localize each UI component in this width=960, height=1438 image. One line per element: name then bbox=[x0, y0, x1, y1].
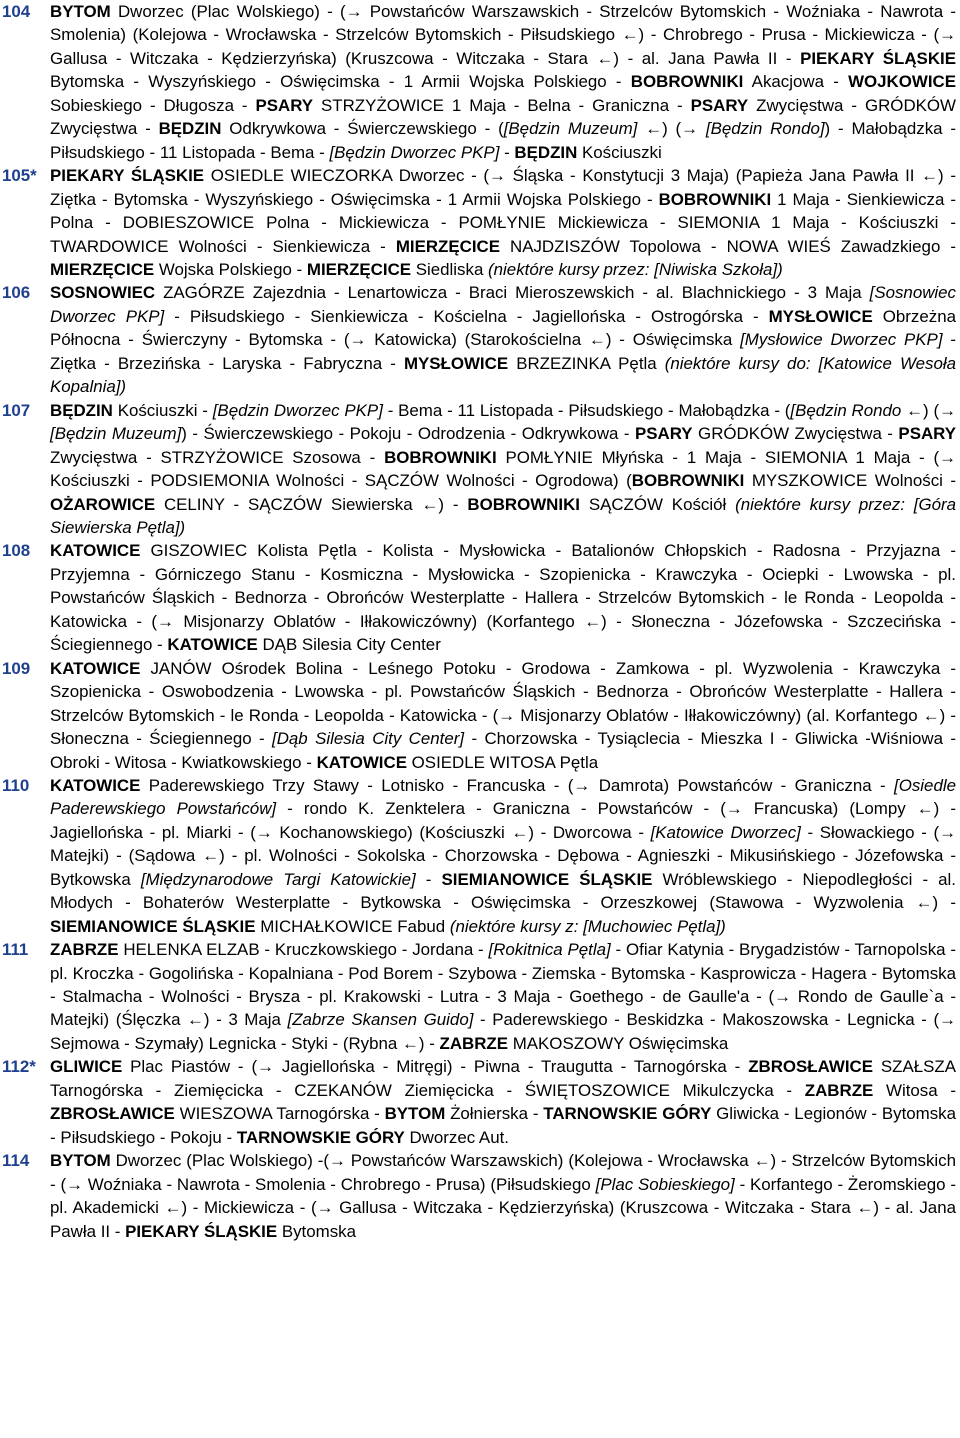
route-number: 105* bbox=[2, 166, 37, 186]
route-entry bbox=[0, 1149, 960, 1243]
route-entry bbox=[0, 539, 960, 656]
place-name: KATOWICE bbox=[50, 775, 141, 795]
stop-note: [Zabrze Skansen Guido] bbox=[287, 1010, 474, 1030]
route-text: HELENKA ELZAB - Kruczkowskiego - Jordana - bbox=[118, 940, 489, 960]
route-text: SĄCZÓW Kościół bbox=[579, 494, 736, 514]
route-text: ) - Świerczewskiego - Pokoju - Odrodzenia - Odkrywkowa - bbox=[181, 424, 635, 444]
place-name: KATOWICE bbox=[316, 752, 407, 772]
route-text: - rondo K. Zenktelera - Graniczna - Powstańców - (→ Francuska) (Lompy ←) - Jagiellońska - pl. Miarki - (→ Kochanowskiego) (Kościuszki ←) - Dworcowa - bbox=[50, 799, 956, 842]
stop-note: [Będzin Dworzec PKP] bbox=[329, 142, 500, 162]
route-text: GISZOWIEC Kolista Pętla - Kolista - Mysłowicka - Batalionów Chłopskich - Radosna - Przyjazna - Przyjemna - Górniczego Stanu - Kosmiczna - Mysłowicka - Szopienicka - Krawczyka - Ociepki - Lwowska - pl. Powstańców Śląskich - Bednorza - Obrońców Westerplatte - Hallera - Strzelców Bytomskich - le Ronda - Leopolda - Katowicka - (→ Misjonarzy Oblatów - Iłłakowiczówny) (Korfantego ←) - Słoneczna - Józefowska - Szczecińska - Ściegiennego - bbox=[50, 541, 956, 655]
route-text: - Ofiar Katynia - Brygadzistów - Tarnopolska - pl. Kroczka - Gogolińska - Kopalniana - Pod Borem - Szybowa - Ziemska - Bytomska - Kasprowicza - Hagera - Bytomska - Stalmacha - Wolności - Brysza - pl. Krakowski - Lutra - 3 Maja - Goethego - de Gaulle'a - (→ Rondo de Gaulle`a - Matejki) (Ślęczka ←) - 3 Maja bbox=[50, 940, 957, 1030]
route-number: 107 bbox=[2, 400, 31, 420]
route-text: MAKOSZOWY Oświęcimska bbox=[508, 1033, 729, 1053]
route-text: - Słowackiego - (→ Matejki) - (Sądowa ←) - pl. Wolności - Sokolska - Chorzowska - Dębowa - Agnieszki - Mikusińskiego - Józefowska - Bytkowska bbox=[50, 822, 956, 889]
route-text: - Bema - 11 Listopada - Piłsudskiego - Małobądzka - ( bbox=[382, 400, 791, 420]
route-text: BRZEZINKA Pętla bbox=[508, 353, 665, 373]
place-name: BOBROWNIKI bbox=[384, 447, 497, 467]
route-entry bbox=[0, 399, 960, 540]
place-name: PIEKARY ŚLĄSKIE bbox=[50, 166, 205, 186]
stop-note: [Dąb Silesia City Center] bbox=[272, 729, 465, 749]
place-name: MIERZĘCICE bbox=[395, 236, 500, 256]
route-text: OSIEDLE WITOSA Pętla bbox=[406, 752, 599, 772]
route-description bbox=[50, 281, 960, 398]
place-name: TARNOWSKIE GÓRY bbox=[543, 1104, 712, 1124]
place-name: MIERZĘCICE bbox=[50, 259, 155, 279]
route-number: 109 bbox=[2, 658, 31, 678]
stop-note: (niektóre kursy przez: [Niwiska Szkoła]) bbox=[488, 259, 783, 279]
stop-note: [Osiedle Paderewskiego Powstańców] bbox=[50, 775, 956, 819]
stop-note: [Będzin Rondo] bbox=[705, 119, 825, 139]
place-name: KATOWICE bbox=[167, 635, 258, 655]
route-text: Paderewskiego Trzy Stawy - Lotnisko - Francuska - (→ Damrota) Powstańców - Graniczna - bbox=[140, 775, 895, 795]
route-number: 111 bbox=[2, 940, 29, 960]
place-name: PIEKARY ŚLĄSKIE bbox=[125, 1221, 278, 1241]
route-text: STRZYŻOWICE 1 Maja - Belna - Graniczna - bbox=[313, 95, 691, 115]
route-text: Obrzeżna Północna - Świerczyny - Bytomska - (→ Katowicka) (Starokościelna ←) - Oświęcimska bbox=[50, 306, 956, 350]
place-name: ZABRZE bbox=[804, 1080, 874, 1100]
route-text: ZAGÓRZE Zajezdnia - Lenartowicza - Braci Mieroszewskich - al. Blachnickiego - 3 Maja bbox=[155, 283, 870, 303]
place-name: KATOWICE bbox=[50, 658, 141, 678]
stop-note: [Sosnowiec Dworzec PKP] bbox=[50, 283, 956, 326]
route-text: Zwycięstwa - GRÓDKÓW Zwycięstwa - bbox=[50, 95, 956, 139]
place-name: BYTOM bbox=[384, 1104, 446, 1124]
route-text: Siedliska bbox=[411, 259, 489, 279]
place-name: BOBROWNIKI bbox=[658, 189, 772, 209]
route-text: MICHAŁKOWICE Fabud bbox=[255, 916, 450, 936]
route-text: Plac Piastów - (→ Jagiellońska - Mitręgi) - Piwna - Traugutta - Tarnogórska - bbox=[122, 1057, 749, 1077]
route-text: Dworzec (Plac Wolskiego) - (→ Powstańców Warszawskich - Strzelców Bytomskich - Woźniaka - Nawrota - Smolenia) (Kolejowa - Wrocławska - Strzelców Bytomskich - Piłsudskiego ←) - Chrobrego - Prusa - Mickiewicza - (→ Gallusa - Witczaka - Kędzierzyńska) (Kruszcowa - Witczaka - Stara ←) - al. Jana Pawła II - bbox=[50, 2, 956, 68]
route-text: MYSZKOWICE Wolności - bbox=[744, 471, 957, 491]
route-entry bbox=[0, 281, 960, 398]
route-entry bbox=[0, 1055, 960, 1149]
route-number: 110 bbox=[2, 775, 30, 795]
stop-note: [Będzin Muzeum] bbox=[50, 424, 182, 444]
place-name: ZBROSŁAWICE bbox=[748, 1057, 873, 1077]
stop-note: [Rokitnica Pętla] bbox=[488, 940, 611, 960]
stop-note: (niektóre kursy do: [Katowice Wesoła Kopalnia]) bbox=[50, 353, 956, 397]
stop-note: [Międzynarodowe Targi Katowickie] bbox=[140, 869, 416, 889]
route-text: POMŁYNIE Młyńska - 1 Maja - SIEMONIA 1 Maja - (→ Kościuszki - PODSIEMONIA Wolności - SĄCZÓW Wolności - Ogrodowa) ( bbox=[50, 447, 956, 491]
route-text: Wróblewskiego - Niepodległości - al. Młodych - Bohaterów Westerplatte - Bytkowska - Oświęcimska - Orzeszkowej (Stawowa - Wyzwolenia ←) - bbox=[50, 869, 956, 913]
place-name: PSARY bbox=[255, 95, 314, 115]
place-name: SIEMIANOWICE ŚLĄSKIE bbox=[50, 916, 256, 936]
route-description bbox=[50, 657, 960, 774]
place-name: ZABRZE bbox=[50, 940, 119, 960]
route-text: Kościuszki bbox=[577, 142, 662, 162]
route-text: Żołnierska - bbox=[445, 1104, 544, 1124]
place-name: BOBROWNIKI bbox=[631, 471, 745, 491]
place-name: BYTOM bbox=[50, 2, 111, 21]
place-name: BOBROWNIKI bbox=[630, 72, 744, 92]
route-text: Sobieskiego - Długosza - bbox=[50, 95, 256, 115]
route-text: Bytomska bbox=[277, 1221, 357, 1241]
place-name: ZBROSŁAWICE bbox=[50, 1104, 175, 1124]
route-text: JANÓW Ośrodek Bolina - Leśnego Potoku - Grodowa - Zamkowa - pl. Wyzwolenia - Krawczyka - Szopienicka - Oswobodzenia - Lwowska - pl. Powstańców Śląskich - Bednorza - Obrońców Westerplatte - Hallera - Strzelców Bytomskich - le Ronda - Leopolda - Katowicka - (→ Misjonarzy Oblatów - Iłłakowiczówny) (al. Korfantego ←) - Słoneczna - Ściegiennego - bbox=[50, 658, 956, 749]
stop-note: [Plac Sobieskiego] bbox=[595, 1174, 735, 1194]
stop-note: [Mysłowice Dworzec PKP] bbox=[740, 330, 943, 350]
route-text: GRÓDKÓW Zwycięstwa - bbox=[692, 424, 899, 444]
route-text: - Paderewskiego - Beskidzka - Makoszowska - Legnicka - (→ Sejmowa - Szymały) Legnicka - Styki - (Rybna ←) - bbox=[50, 1010, 956, 1053]
place-name: BYTOM bbox=[50, 1151, 111, 1171]
place-name: ZABRZE bbox=[439, 1033, 509, 1053]
route-text: 1 Maja - Sienkiewicza - Polna - DOBIESZOWICE Polna - Mickiewicza - POMŁYNIE Mickiewicza - SIEMONIA 1 Maja - Kościuszki - TWARDOWICE Wolności - Sienkiewicza - bbox=[50, 189, 956, 256]
place-name: PIEKARY ŚLĄSKIE bbox=[800, 48, 956, 68]
route-text: Gliwicka - Legionów - Bytomska - Piłsudskiego - Pokoju - bbox=[50, 1104, 957, 1147]
route-text: ←) (→ bbox=[901, 400, 957, 420]
place-name: PSARY bbox=[635, 424, 693, 444]
stop-note: [Będzin Rondo bbox=[790, 400, 902, 420]
route-entry bbox=[0, 164, 960, 281]
route-number: 112* bbox=[2, 1057, 36, 1077]
route-description bbox=[50, 399, 960, 540]
place-name: BOBROWNIKI bbox=[467, 494, 580, 514]
route-entry bbox=[0, 0, 960, 164]
place-name: BĘDZIN bbox=[158, 119, 222, 139]
stop-note: (niektóre kursy przez: [Góra Siewierska Pętla]) bbox=[50, 494, 957, 537]
route-description bbox=[50, 0, 960, 164]
route-text: - Korfantego - Żeromskiego - pl. Akademicki ←) - Mickiewicza - (→ Gallusa - Witczaka - Kędzierzyńska) (Kruszcowa - Witczaka - Stara ←) - al. Jana Pawła II - bbox=[50, 1174, 956, 1241]
route-number: 104 bbox=[2, 2, 31, 21]
route-text: Witosa - bbox=[873, 1080, 956, 1100]
route-number: 106 bbox=[2, 283, 31, 303]
stop-note: [Będzin Muzeum] bbox=[503, 119, 638, 139]
route-text: ) - Małobądzka - Piłsudskiego - 11 Listopada - Bema - bbox=[50, 119, 957, 162]
route-text: SZAŁSZA Tarnogórska - Ziemięcicka - CZEKANÓW Ziemięcicka - ŚWIĘTOSZOWICE Mikulczycka - bbox=[50, 1057, 956, 1100]
route-text: - Ziętka - Brzezińska - Laryska - Fabryczna - bbox=[50, 330, 956, 373]
place-name: PSARY bbox=[690, 95, 749, 115]
route-description bbox=[50, 164, 960, 281]
route-description bbox=[50, 1055, 960, 1149]
route-text: Dworzec Aut. bbox=[404, 1127, 509, 1147]
place-name: MIERZĘCICE bbox=[306, 259, 412, 279]
route-text: - Chorzowska - Tysiąclecia - Mieszka I - Gliwicka -Wiśniowa - Obroki - Witosa - Kwiatkowskiego - bbox=[50, 729, 957, 772]
place-name: PSARY bbox=[898, 424, 956, 444]
route-entry bbox=[0, 938, 960, 1055]
route-text: Akacjowa - bbox=[743, 72, 849, 92]
place-name: SIEMIANOWICE ŚLĄSKIE bbox=[441, 869, 653, 889]
place-name: KATOWICE bbox=[50, 541, 141, 561]
route-text: - Piłsudskiego - Sienkiewicza - Kościelna - Jagiellońska - Ostrogórska - bbox=[164, 306, 769, 326]
route-entry bbox=[0, 774, 960, 938]
route-text: - bbox=[499, 142, 515, 162]
route-text: ←) (→ bbox=[637, 119, 706, 139]
route-text: Zwycięstwa - STRZYŻOWICE Szosowa - bbox=[50, 447, 385, 467]
place-name: MYSŁOWICE bbox=[768, 306, 873, 326]
stop-note: [Będzin Dworzec PKP] bbox=[212, 400, 383, 420]
route-text: Wojska Polskiego - bbox=[154, 259, 307, 279]
route-text: OSIEDLE WIECZORKA Dworzec - (→ Śląska - Konstytucji 3 Maja) (Papieża Jana Pawła II ←) - Ziętka - Bytomska - Wyszyńskiego - Oświęcimska - 1 Armii Wojska Polskiego - bbox=[50, 166, 956, 209]
place-name: OŻAROWICE bbox=[50, 494, 156, 514]
stop-note: (niektóre kursy z: [Muchowiec Pętla]) bbox=[449, 916, 726, 936]
route-text: DĄB Silesia City Center bbox=[257, 635, 441, 655]
route-text: Kościuszki - bbox=[112, 400, 213, 420]
place-name: MYSŁOWICE bbox=[403, 353, 509, 373]
route-description bbox=[50, 774, 960, 938]
place-name: BĘDZIN bbox=[50, 400, 113, 420]
route-text: - bbox=[415, 869, 442, 889]
stop-note: [Katowice Dworzec] bbox=[650, 822, 801, 842]
route-description bbox=[50, 938, 960, 1055]
place-name: WOJKOWICE bbox=[848, 72, 956, 92]
route-text: WIESZOWA Tarnogórska - bbox=[174, 1104, 385, 1124]
route-text: Bytomska - Wyszyńskiego - Oświęcimska - 1 Armii Wojska Polskiego - bbox=[50, 72, 631, 92]
route-text: NAJDZISZÓW Topolowa - NOWA WIEŚ Zawadzkiego - bbox=[499, 236, 956, 256]
route-entry bbox=[0, 657, 960, 774]
place-name: TARNOWSKIE GÓRY bbox=[236, 1127, 405, 1147]
route-description bbox=[50, 539, 960, 656]
place-name: SOSNOWIEC bbox=[50, 283, 156, 303]
route-text: CELINY - SĄCZÓW Siewierska ←) - bbox=[155, 494, 468, 514]
route-description bbox=[50, 1149, 960, 1243]
route-number: 114 bbox=[2, 1151, 30, 1171]
place-name: GLIWICE bbox=[50, 1057, 123, 1077]
route-text: Odkrywkowa - Świerczewskiego - ( bbox=[221, 119, 504, 139]
route-text: Dworzec (Plac Wolskiego) -(→ Powstańców Warszawskich) (Kolejowa - Wrocławska ←) - Strzelców Bytomskich - (→ Woźniaka - Nawrota - Smolenia - Chrobrego - Prusa) (Piłsudskiego bbox=[50, 1151, 956, 1194]
route-number: 108 bbox=[2, 541, 31, 561]
place-name: BĘDZIN bbox=[514, 142, 578, 162]
